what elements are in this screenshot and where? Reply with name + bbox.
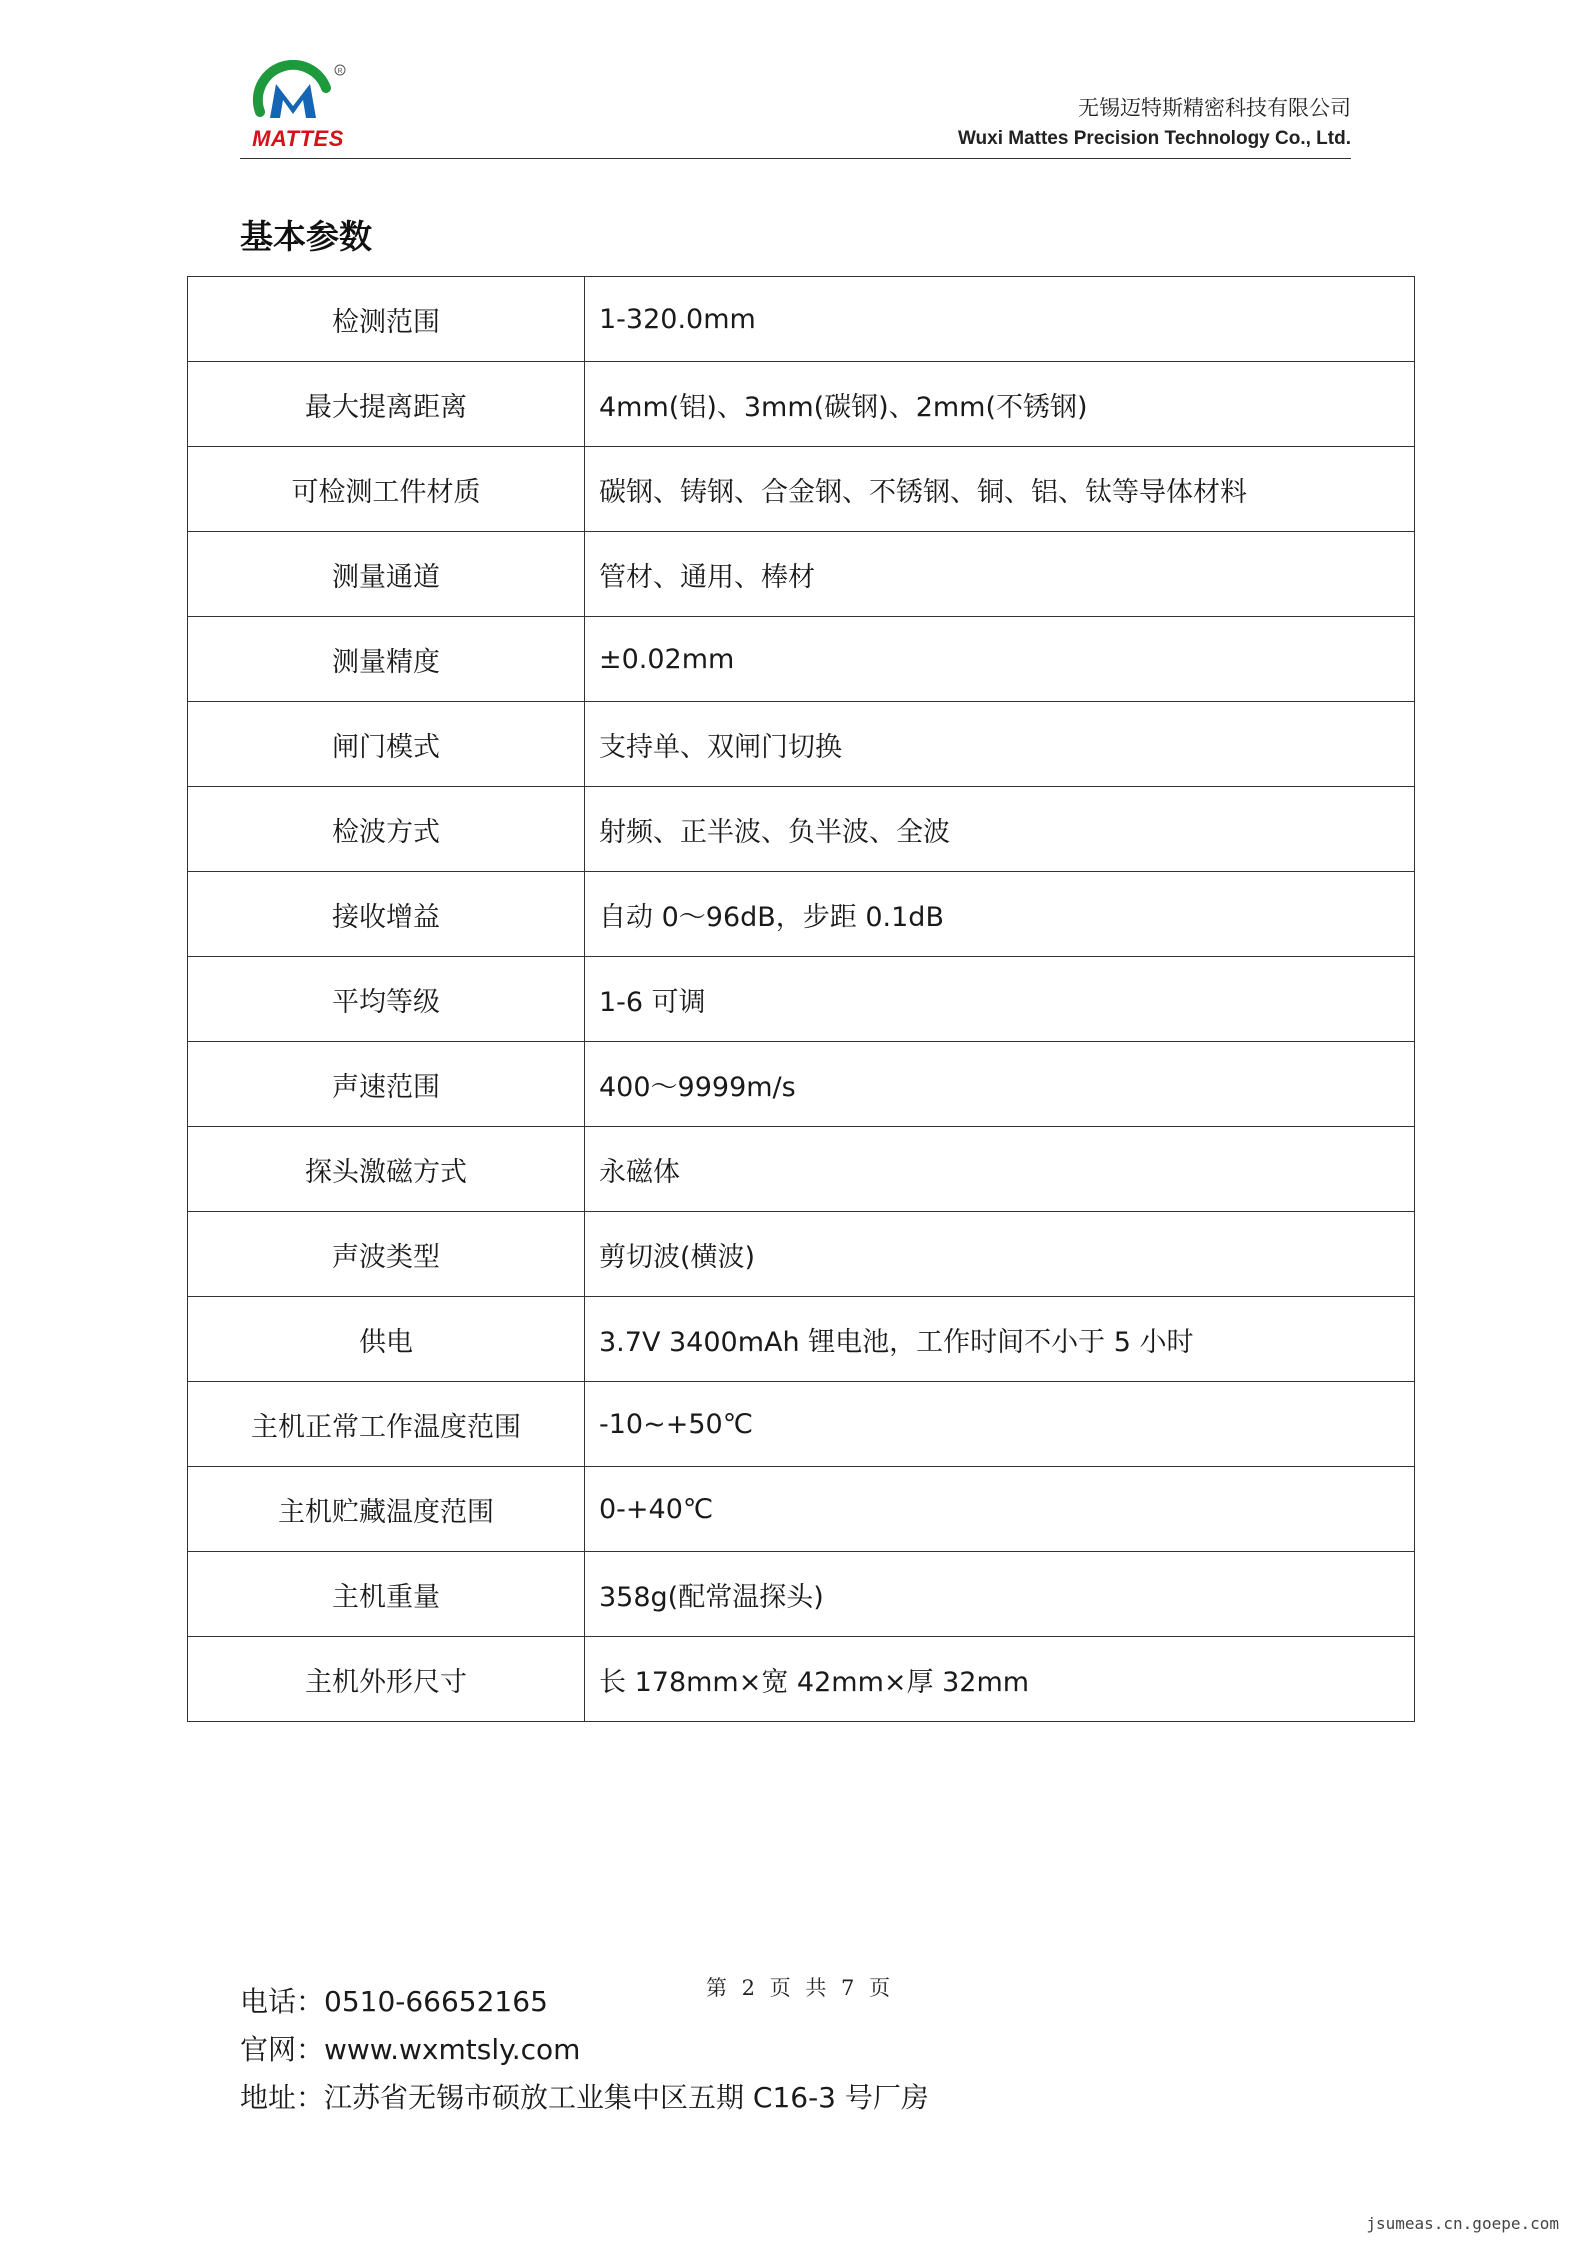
spec-label: 最大提离距离 (188, 362, 585, 447)
spec-label: 检波方式 (188, 787, 585, 872)
spec-label: 测量精度 (188, 617, 585, 702)
svg-text:R: R (337, 68, 343, 75)
table-row (188, 362, 1415, 447)
footer-website: 官网：www.wxmtsly.com (240, 2033, 581, 2066)
spec-label: 探头激磁方式 (188, 1127, 585, 1212)
spec-value: -10~+50℃ (585, 1382, 1415, 1467)
spec-label: 主机重量 (188, 1552, 585, 1637)
spec-label: 测量通道 (188, 532, 585, 617)
page-number: 第 2 页 共 7 页 (706, 1976, 895, 2000)
table-row (188, 1552, 1415, 1637)
spec-table (187, 276, 1415, 1722)
spec-value: ±0.02mm (585, 617, 1415, 702)
table-row (188, 787, 1415, 872)
spec-label: 平均等级 (188, 957, 585, 1042)
footer-address: 地址：江苏省无锡市硕放工业集中区五期 C16-3 号厂房 (240, 2081, 929, 2114)
header-divider (240, 158, 1351, 159)
table-row (188, 1297, 1415, 1382)
footer-phone: 电话：0510-66652165 (240, 1985, 548, 2018)
table-row (188, 1637, 1415, 1722)
spec-value: 永磁体 (585, 1127, 1415, 1212)
spec-table-body (188, 277, 1415, 1722)
company-name-en: Wuxi Mattes Precision Technology Co., Ltd. (957, 128, 1351, 149)
spec-value: 碳钢、铸钢、合金钢、不锈钢、铜、铝、钛等导体材料 (585, 447, 1415, 532)
table-row (188, 447, 1415, 532)
spec-value: 0-+40℃ (585, 1467, 1415, 1552)
source-watermark: jsumeas.cn.goepe.com (1366, 2214, 1559, 2233)
spec-value: 3.7V 3400mAh 锂电池，工作时间不小于 5 小时 (585, 1297, 1415, 1382)
table-row (188, 957, 1415, 1042)
logo-wordmark: MATTES (252, 126, 344, 151)
spec-value: 1-6 可调 (585, 957, 1415, 1042)
spec-value: 400～9999m/s (585, 1042, 1415, 1127)
table-row (188, 872, 1415, 957)
spec-value: 自动 0～96dB，步距 0.1dB (585, 872, 1415, 957)
table-row (188, 1042, 1415, 1127)
spec-value: 管材、通用、棒材 (585, 532, 1415, 617)
spec-value: 358g(配常温探头) (585, 1552, 1415, 1637)
spec-value: 支持单、双闸门切换 (585, 702, 1415, 787)
mattes-logo-icon (238, 60, 358, 130)
spec-value: 射频、正半波、负半波、全波 (585, 787, 1415, 872)
spec-value: 1-320.0mm (585, 277, 1415, 362)
section-title: 基本参数 (240, 217, 372, 256)
table-row (188, 277, 1415, 362)
table-row (188, 1212, 1415, 1297)
spec-value: 剪切波(横波) (585, 1212, 1415, 1297)
table-row (188, 532, 1415, 617)
spec-label: 检测范围 (188, 277, 585, 362)
company-name-cn: 无锡迈特斯精密科技有限公司 (1078, 96, 1351, 120)
table-row (188, 617, 1415, 702)
spec-label: 供电 (188, 1297, 585, 1382)
spec-value: 长 178mm×宽 42mm×厚 32mm (585, 1637, 1415, 1722)
spec-label: 可检测工件材质 (188, 447, 585, 532)
table-row (188, 1467, 1415, 1552)
spec-label: 主机外形尺寸 (188, 1637, 585, 1722)
table-row (188, 1127, 1415, 1212)
spec-value: 4mm(铝)、3mm(碳钢)、2mm(不锈钢) (585, 362, 1415, 447)
spec-label: 主机贮藏温度范围 (188, 1467, 585, 1552)
spec-label: 闸门模式 (188, 702, 585, 787)
spec-label: 主机正常工作温度范围 (188, 1382, 585, 1467)
spec-label: 声波类型 (188, 1212, 585, 1297)
spec-label: 接收增益 (188, 872, 585, 957)
table-row (188, 1382, 1415, 1467)
spec-label: 声速范围 (188, 1042, 585, 1127)
table-row (188, 702, 1415, 787)
company-logo (238, 60, 358, 160)
